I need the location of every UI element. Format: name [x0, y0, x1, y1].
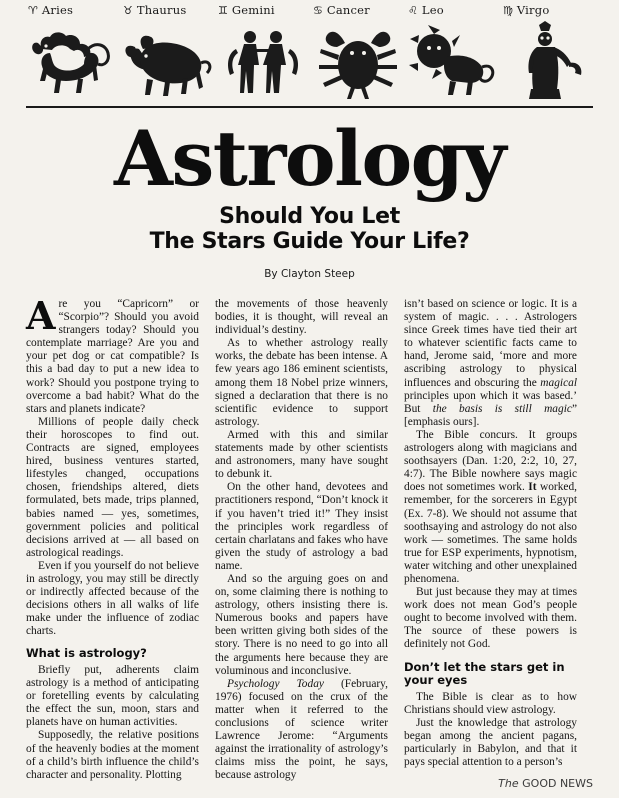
paragraph: Just the knowledge that astrology began among the ancient pagans, particularly in Babylon, and that it pays special attention to a person’s — [404, 716, 577, 768]
masthead — [26, 108, 593, 280]
crab-illustration-icon — [311, 19, 406, 103]
zodiac-cell-virgo — [501, 4, 596, 103]
zodiac-label-aries — [26, 4, 121, 19]
paragraph: As to whether astrology really works, the debate has been intense. A few years ago 186 eminent scientists, among them 18 Nobel prize winners, signed a declaration that there is no scientific evidence to support astrology. — [215, 337, 388, 428]
section-heading — [404, 661, 577, 688]
emphasis-text: the basis is still magic — [432, 402, 572, 415]
zodiac-cell-aries — [26, 4, 121, 103]
article-column-1 — [26, 293, 199, 781]
article-subtitle-line2: The Stars Guide Your Life? — [149, 229, 470, 254]
publication-name: Psychology Today — [227, 677, 324, 690]
article-title: Astrology — [114, 114, 505, 203]
paragraph-text: worked, remember, for the sorcerers in Egypt (Ex. 7-8). We should not assume that soothsaying and astrology do not also work — sometimes. The same holds true for ESP experiments, hypnotism, water witching and other unexplained phenomena. — [404, 481, 577, 585]
paragraph — [26, 293, 199, 416]
lion-illustration-icon — [406, 19, 501, 103]
drop-cap: A — [26, 293, 56, 338]
paragraph-text: re you “Capricorn” or “Scorpio”? Should you avoid strangers today? Should you contemplate marriage? Are you and your pet dog or cat compatible? Is this a bad day to put a new idea to work? Should you postpone trying to overcome a bad habit? What do the stars and planets indicate? — [26, 298, 199, 415]
zodiac-label-thaurus — [121, 4, 216, 19]
article-column-3 — [404, 298, 577, 768]
paragraph — [215, 678, 388, 783]
cancer-symbol-icon: ♋ — [313, 4, 323, 17]
section-heading-line2: your eyes — [404, 673, 468, 688]
zodiac-name-aries: Aries — [41, 3, 74, 17]
bull-illustration-icon — [121, 19, 216, 103]
zodiac-label-virgo — [501, 4, 596, 19]
paragraph: On the other hand, devotees and practitioners respond, “Don’t knock it if you haven’t tried it!” They insist the principles work regardless of certain charlatans and fakes who have given the study of astrology a bad name. — [215, 481, 388, 572]
zodiac-cell-thaurus — [121, 4, 216, 103]
leo-symbol-icon: ♌ — [408, 4, 418, 17]
zodiac-name-gemini: Gemini — [231, 3, 275, 17]
paragraph: Armed with this and similar statements made by other scientists and astronomers, many have sought to debunk it. — [215, 428, 388, 481]
paragraph-text: ” [emphasis ours]. — [404, 402, 577, 428]
paragraph: The Bible is clear as to how Christians should view astrology. — [404, 690, 577, 716]
zodiac-label-gemini — [216, 4, 311, 19]
article-subtitle-line1: Should You Let — [219, 204, 400, 229]
gemini-symbol-icon: ♊ — [218, 4, 228, 17]
paragraph — [404, 429, 577, 586]
emphasis-text: It — [528, 481, 537, 494]
zodiac-name-virgo: Virgo — [516, 3, 550, 17]
zodiac-name-leo: Leo — [421, 3, 444, 17]
paragraph-text: The Bible concurs. It groups astrologers along with magicians and soothsayers (Dan. 1:20, 2:2, 10, 27, 4:7). The Bible nowhere says magic does not sometimes work. — [404, 428, 577, 494]
article-body — [26, 293, 593, 782]
zodiac-name-cancer: Cancer — [326, 3, 370, 17]
zodiac-label-cancer — [311, 4, 406, 19]
paragraph — [404, 298, 577, 429]
paragraph: But just because they may at times work does not mean God’s people ought to become involved with them. The source of these powers is definitely not God. — [404, 586, 577, 651]
section-heading-line1: Don’t let the stars get in — [404, 659, 565, 674]
section-heading: What is astrology? — [26, 646, 147, 661]
paragraph: And so the arguing goes on and on, some claiming there is nothing to astrology, others insisting there is. Numerous books and papers have been written giving both sides of the story. There is no need to go into all the arguments here because they are voluminous and inconclusive. — [215, 572, 388, 677]
zodiac-cell-leo — [406, 4, 501, 103]
zodiac-label-leo — [406, 4, 501, 19]
zodiac-name-thaurus: Thaurus — [136, 3, 187, 17]
paragraph: Millions of people daily check their horoscopes to find out. Contracts are signed, employees hired, business ventures started, lifestyles changed, occupations chosen, friendships altered, diets formulated, bets made, trips planned, babies named — yes, sometimes, government policies and political decisions arrived at — all based on astrological readings. — [26, 415, 199, 559]
virgo-symbol-icon: ♍ — [503, 4, 513, 17]
twins-illustration-icon — [216, 19, 311, 103]
article-byline: By Clayton Steep — [264, 268, 355, 280]
article-column-2 — [215, 298, 388, 782]
paragraph-text: isn’t based on science or logic. It is a system of magic. . . . Astrologers since Greek times have tied their art to whatever scientific facts came to hand, Jerome said, ‘more and more ascribing astrology to physical influences and obscuring the — [404, 298, 577, 389]
paragraph-text: principles upon which it was based.’ But — [404, 389, 577, 415]
paragraph: the movements of those heavenly bodies, it is thought, will reveal an individual’s destiny. — [215, 298, 388, 337]
virgin-illustration-icon — [501, 19, 596, 103]
aries-symbol-icon: ♈ — [28, 4, 38, 17]
paragraph: Even if you yourself do not believe in astrology, you may still be directly or indirectly affected because of the decisions others in all walks of life make under the influence of zodiac charts. — [26, 559, 199, 638]
paragraph-text: (February, 1976) focused on the crux of the matter when it referred to the conclusions of science writer Lawrence Jerome: “Arguments against the irrationality of astrology’s claims miss the point, he says, because astrology — [215, 677, 388, 782]
page-footer — [498, 777, 593, 790]
footer-lead: The — [498, 777, 519, 790]
ram-illustration-icon — [26, 19, 121, 103]
zodiac-cell-gemini — [216, 4, 311, 103]
paragraph: Briefly put, adherents claim astrology is a method of anticipating or foretelling events by calculating the effect the sun, moon, stars and planets have on human activities. — [26, 663, 199, 729]
taurus-symbol-icon: ♉ — [123, 4, 133, 17]
zodiac-cell-cancer — [311, 4, 406, 103]
paragraph: Supposedly, the relative positions of the heavenly bodies at the moment of a child’s birth influence the child’s character and personality. Plotting — [26, 729, 199, 781]
footer-publication: GOOD NEWS — [522, 777, 593, 790]
zodiac-strip — [26, 0, 593, 108]
emphasis-text: magical — [540, 376, 577, 389]
